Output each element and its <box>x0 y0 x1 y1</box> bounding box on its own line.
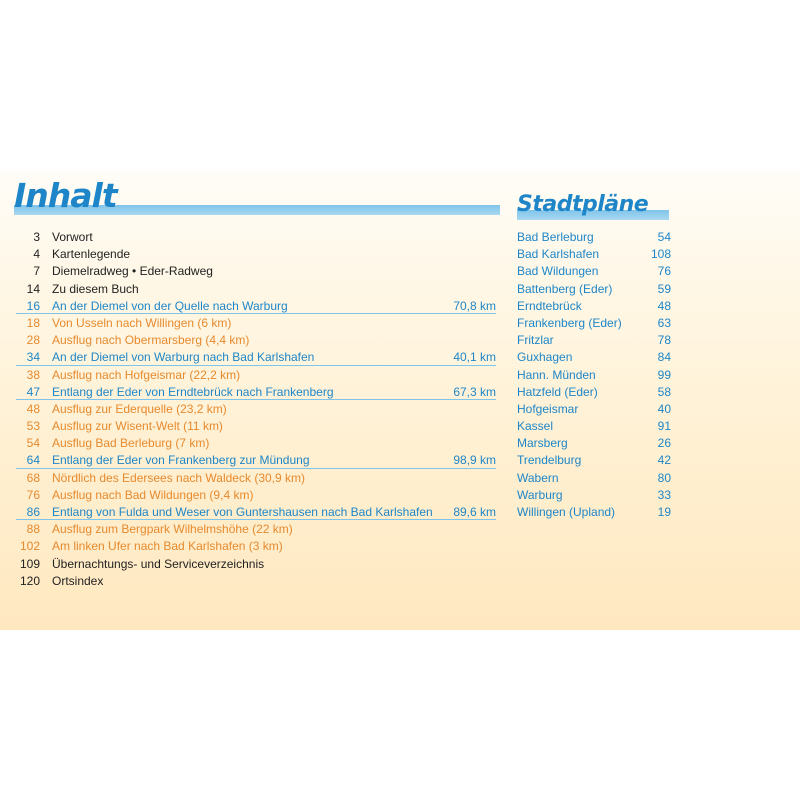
entry-page-number: 86 <box>26 505 40 519</box>
tour-entry <box>0 384 500 401</box>
tour-entry <box>0 452 500 469</box>
entry-page-number: 88 <box>26 522 40 537</box>
city-map-entry <box>517 418 672 435</box>
entry-title: Vorwort <box>52 230 93 244</box>
city-map-entry <box>517 487 672 504</box>
city-map-entry <box>517 332 672 349</box>
entry-distance: 67,3 km <box>453 384 496 399</box>
city-map-entry <box>517 315 672 332</box>
excursion-entry <box>0 435 500 452</box>
entry-distance: 40,1 km <box>453 350 496 365</box>
city-name: Kassel <box>517 419 554 434</box>
entry-title: Ausflug zur Ederquelle (23,2 km) <box>52 401 227 416</box>
city-page-number: 76 <box>657 264 671 279</box>
entry-title: Am linken Ufer nach Bad Karlshafen (3 km) <box>52 539 283 554</box>
entry-title: Ausflug zur Wisent-Welt (11 km) <box>52 419 223 434</box>
city-page-number: 26 <box>657 436 671 451</box>
city-page-number: 63 <box>657 315 671 330</box>
entry-title: Entlang von Fulda und Weser von Guntershausen nach Bad Karlshafen <box>52 505 433 519</box>
city-page-number: 42 <box>657 453 671 468</box>
entry-page-number: 48 <box>26 401 40 416</box>
city-page-number: 99 <box>657 367 671 382</box>
entry-title: An der Diemel von der Quelle nach Warburg <box>52 298 288 313</box>
city-maps-list <box>517 229 672 521</box>
contents-entry <box>0 263 500 280</box>
city-name: Bad Wildungen <box>517 264 599 279</box>
city-map-entry <box>517 349 672 366</box>
city-map-entry <box>517 229 672 246</box>
entry-title: Ausflug nach Hofgeismar (22,2 km) <box>52 367 241 382</box>
city-name: Bad Berleburg <box>517 230 594 244</box>
entry-title: Entlang der Eder von Frankenberg zur Mündung <box>52 453 310 468</box>
contents-entry <box>0 246 500 263</box>
city-page-number: 19 <box>657 505 671 519</box>
city-name: Battenberg (Eder) <box>517 281 613 296</box>
excursion-entry <box>0 470 500 487</box>
city-map-entry <box>517 367 672 384</box>
contents-entry <box>0 229 500 246</box>
entry-title: Nördlich des Edersees nach Waldeck (30,9 km) <box>52 470 305 485</box>
city-name: Bad Karlshafen <box>517 247 600 262</box>
city-page-number: 40 <box>657 401 671 416</box>
city-name: Warburg <box>517 487 563 502</box>
city-map-entry <box>517 504 672 521</box>
city-name: Hann. Münden <box>517 367 596 382</box>
entry-page-number: 14 <box>26 281 40 296</box>
city-page-number: 48 <box>657 298 671 313</box>
city-map-entry <box>517 246 672 263</box>
entry-page-number: 76 <box>26 487 40 502</box>
city-map-entry <box>517 384 672 401</box>
entry-page-number: 18 <box>26 315 40 330</box>
tour-entry <box>0 349 500 366</box>
city-page-number: 84 <box>657 350 671 365</box>
city-page-number: 54 <box>657 230 671 244</box>
entry-title: Zu diesem Buch <box>52 281 139 296</box>
city-map-entry <box>517 470 672 487</box>
excursion-entry <box>0 367 500 384</box>
city-maps-heading: Stadtpläne <box>517 192 649 217</box>
city-name: Trendelburg <box>517 453 582 468</box>
city-name: Fritzlar <box>517 333 554 348</box>
entry-page-number: 109 <box>19 556 40 571</box>
city-page-number: 59 <box>657 281 671 296</box>
excursion-entry <box>0 332 500 349</box>
excursion-entry <box>0 401 500 418</box>
entry-title: Ausflug Bad Berleburg (7 km) <box>52 436 210 451</box>
city-page-number: 91 <box>657 419 671 434</box>
entry-title: Von Usseln nach Willingen (6 km) <box>52 315 232 330</box>
tour-entry <box>0 298 500 315</box>
contents-entry <box>0 556 500 573</box>
city-page-number: 78 <box>657 333 671 348</box>
entry-page-number: 34 <box>26 350 40 365</box>
entry-title: Ausflug zum Bergpark Wilhelmshöhe (22 km) <box>52 522 293 537</box>
entry-page-number: 64 <box>26 453 40 468</box>
entry-page-number: 53 <box>26 419 40 434</box>
entry-title: Ausflug nach Obermarsberg (4,4 km) <box>52 333 250 348</box>
city-map-entry <box>517 298 672 315</box>
entry-title: An der Diemel von Warburg nach Bad Karlshafen <box>52 350 315 365</box>
city-page-number: 58 <box>657 384 671 399</box>
city-page-number: 80 <box>657 470 671 485</box>
entry-title: Kartenlegende <box>52 247 131 262</box>
entry-page-number: 54 <box>26 436 40 451</box>
tour-entry <box>0 504 500 521</box>
entry-page-number: 120 <box>19 573 40 588</box>
excursion-entry <box>0 487 500 504</box>
city-name: Guxhagen <box>517 350 573 365</box>
entry-page-number: 4 <box>33 247 40 262</box>
entry-title: Ortsindex <box>52 573 104 588</box>
entry-page-number: 28 <box>26 333 40 348</box>
contents-entry <box>0 281 500 298</box>
city-name: Willingen (Upland) <box>517 505 616 519</box>
entry-page-number: 16 <box>26 298 40 313</box>
excursion-entry <box>0 315 500 332</box>
city-map-entry <box>517 401 672 418</box>
entry-title: Diemelradweg • Eder-Radweg <box>52 264 213 279</box>
city-name: Erndtebrück <box>517 298 582 313</box>
contents-heading: Inhalt <box>14 176 117 215</box>
entry-title: Entlang der Eder von Erndtebrück nach Frankenberg <box>52 384 334 399</box>
city-name: Hofgeismar <box>517 401 579 416</box>
entry-distance: 98,9 km <box>453 453 496 468</box>
city-name: Marsberg <box>517 436 568 451</box>
contents-entry <box>0 573 500 590</box>
city-map-entry <box>517 281 672 298</box>
city-map-entry <box>517 435 672 452</box>
entry-page-number: 102 <box>19 539 40 554</box>
excursion-entry <box>0 538 500 555</box>
entry-page-number: 7 <box>33 264 40 279</box>
entry-page-number: 68 <box>26 470 40 485</box>
entry-page-number: 38 <box>26 367 40 382</box>
city-name: Wabern <box>517 470 559 485</box>
contents-list <box>0 229 500 590</box>
entry-title: Ausflug nach Bad Wildungen (9,4 km) <box>52 487 254 502</box>
city-map-entry <box>517 452 672 469</box>
entry-distance: 89,6 km <box>453 505 496 519</box>
entry-distance: 70,8 km <box>453 298 496 313</box>
entry-title: Übernachtungs- und Serviceverzeichnis <box>52 556 265 571</box>
excursion-entry <box>0 418 500 435</box>
city-name: Hatzfeld (Eder) <box>517 384 598 399</box>
city-page-number: 108 <box>650 247 671 262</box>
city-name: Frankenberg (Eder) <box>517 315 622 330</box>
entry-page-number: 3 <box>33 230 40 244</box>
excursion-entry <box>0 521 500 538</box>
entry-page-number: 47 <box>26 384 40 399</box>
city-map-entry <box>517 263 672 280</box>
city-page-number: 33 <box>657 487 671 502</box>
